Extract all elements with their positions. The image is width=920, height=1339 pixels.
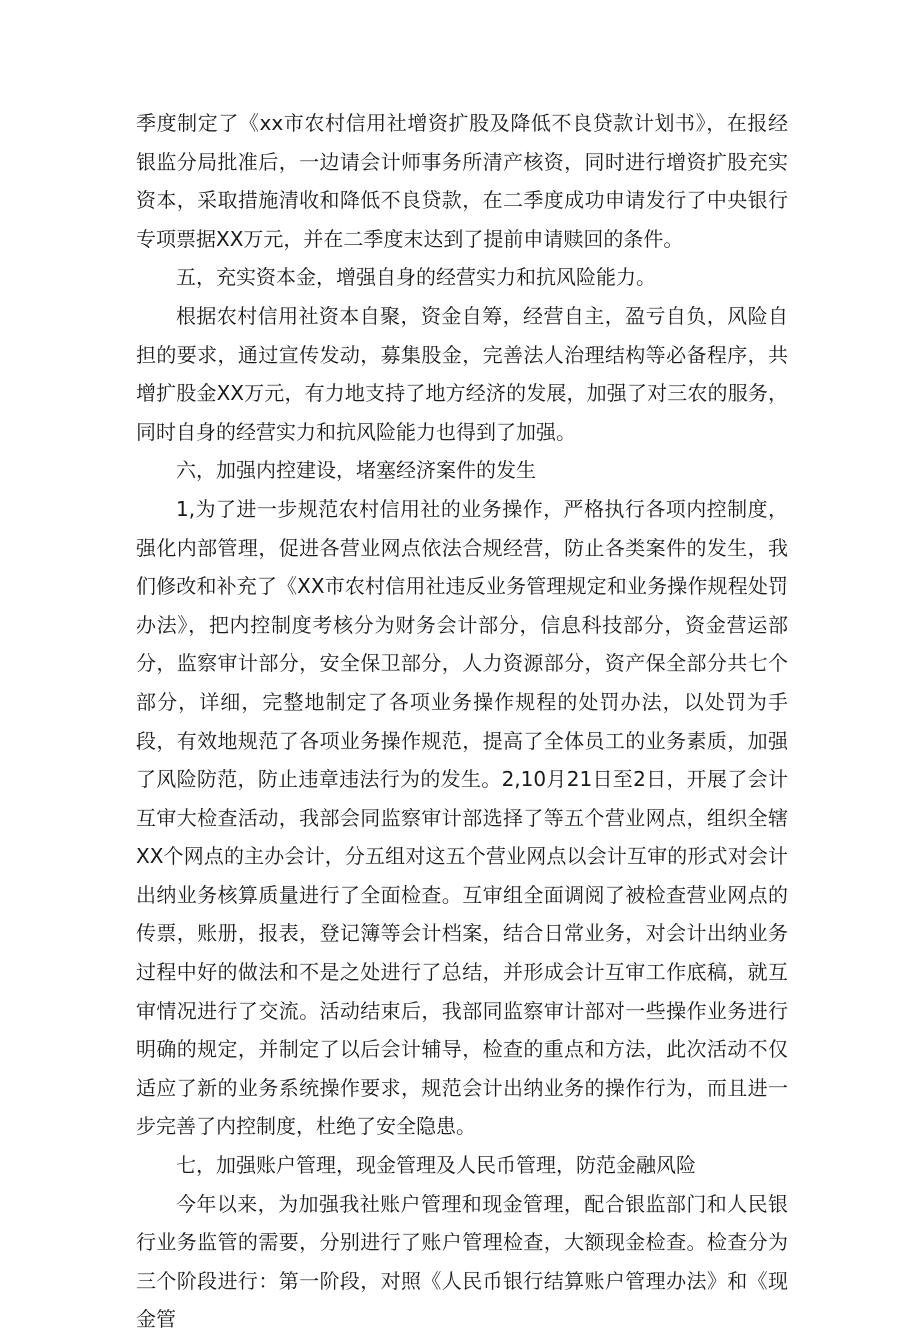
section-heading-7: 七，加强账户管理，现金管理及人民币管理，防范金融风险 (176, 1153, 696, 1178)
paragraph-continuation: 季度制定了《xx市农村信用社增资扩股及降低不良贷款计划书》，在报经银监分局批准后，一边请会计师事务所清产核资，同时进行增资扩股充实资本，采取措施清收和降低不良贷款，在二季度成功申请发行了中央银行专项票据XX万元，并在二季度末达到了提前申请赎回的条件。 (136, 111, 788, 251)
paragraph-capital: 根据农村信用社资本自聚，资金自筹，经营自主，盈亏自负，风险自担的要求，通过宣传发动，募集股金，完善法人治理结构等必备程序，共增扩股金XX万元，有力地支持了地方经济的发展，加强了对三农的服务，同时自身的经营实力和抗风险能力也得到了加强。 (136, 303, 788, 444)
document-body (136, 104, 788, 1339)
section-heading-5: 五，充实资本金，增强自身的经营实力和抗风险能力。 (176, 265, 656, 290)
section-heading-6: 六，加强内控建设，堵塞经济案件的发生 (176, 458, 536, 483)
paragraph-internal-control: 1,为了进一步规范农村信用社的业务操作，严格执行各项内控制度，强化内部管理，促进各营业网点依法合规经营，防止各类案件的发生，我们修改和补充了《XX市农村信用社违反业务管理规定和业务操作规程处罚办法》，把内控制度考核分为财务会计部分，信息科技部分，资金营运部分，监察审计部分，安全保卫部分，人力资源部分，资产保全部分共七个部分，详细，完整地制定了各项业务操作规程的处罚办法，以处罚为手段，有效地规范了各项业务操作规范，提高了全体员工的业务素质，加强了风险防范，防止违章违法行为的发生。2,10月21日至2日，开展了会计互审大检查活动，我部会同监察审计部选择了等五个营业网点，组织全辖XX个网点的主办会计，分五组对这五个营业网点以会计互审的形式对会计出纳业务核算质量进行了全面检查。互审组全面调阅了被检查营业网点的传票，账册，报表，登记簿等会计档案，结合日常业务，对会计出纳业务过程中好的做法和不是之处进行了总结，并形成会计互审工作底稿，就互审情况进行了交流。活动结束后，我部同监察审计部对一些操作业务进行明确的规定，并制定了以后会计辅导，检查的重点和方法，此次活动不仅适应了新的业务系统操作要求，规范会计出纳业务的操作行为，而且进一步完善了内控制度，杜绝了安全隐患。 (136, 496, 788, 1139)
paragraph-account-management: 今年以来，为加强我社账户管理和现金管理，配合银监部门和人民银行业务监管的需要，分别进行了账户管理检查，大额现金检查。检查分为三个阶段进行：第一阶段，对照《人民币银行结算账户管理办法》和《现金管 (136, 1191, 788, 1332)
